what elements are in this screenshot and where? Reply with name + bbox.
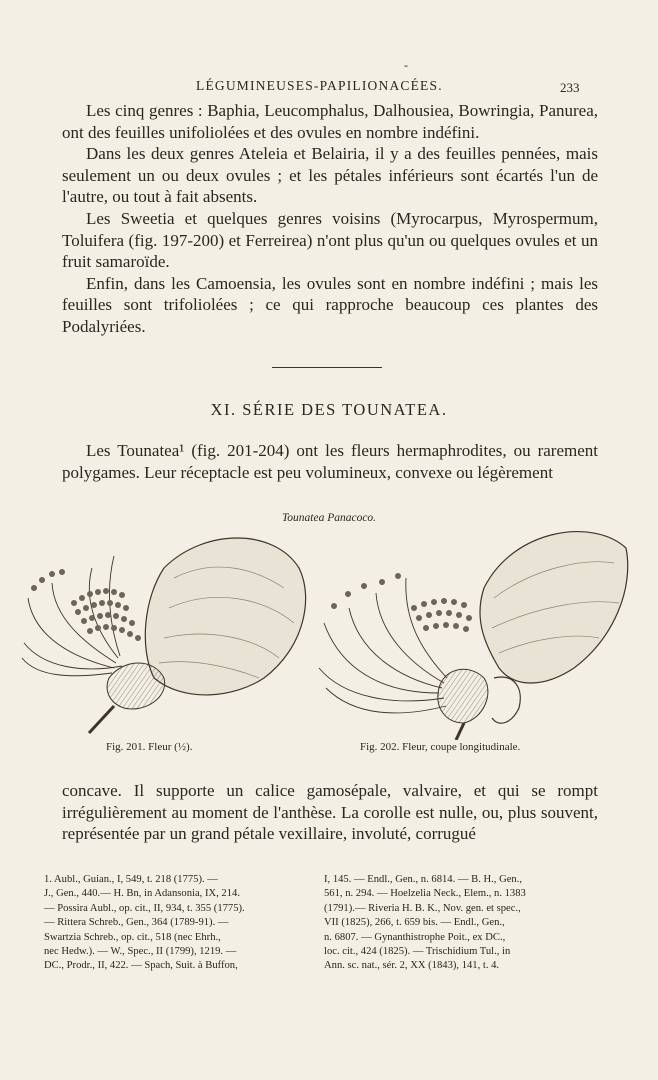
intro-paragraphs [62, 100, 598, 338]
flower-section-drawing [319, 532, 628, 740]
footnote-line: I, 145. — Endl., Gen., n. 6814. — B. H., Gen., [324, 874, 523, 885]
paragraph: Les Tounatea¹ (fig. 201-204) ont les fleurs hermaphrodites, ou rarement polygames. Leur réceptacle est peu volumineux, convexe ou légèrement [62, 441, 598, 482]
paragraph: Enfin, dans les Camoensia, les ovules sont en nombre indéfini ; mais les feuilles sont trifoliolées ; ce qui rapproche beaucoup ces plantes des Podalyriées. [62, 273, 598, 336]
figure-caption-201: Fig. 201. Fleur (½). [106, 741, 193, 753]
paragraph: Les cinq genres : Baphia, Leucomphalus, Dalhousiea, Bowringia, Panurea, ont des feuilles unifoliolées et des ovules en nombre indéfini. [62, 101, 598, 142]
footnote-line: — Possira Aubl., op. cit., II, 934, t. 355 (1775). [44, 902, 245, 914]
paragraph: Dans les deux genres Ateleia et Belairia, il y a des feuilles pennées, mais seulement un ou deux ovules ; et les pétales inférieurs sont écartés l'un de l'autre, ou tout à fait absents. [62, 144, 598, 207]
section-paragraph [62, 440, 598, 483]
figure-caption-202: Fig. 202. Fleur, coupe longitudinale. [360, 741, 521, 753]
footnote-line: 1. Aubl., Guian., I, 549, t. 218 (1775). — [44, 874, 218, 885]
footnote-line: loc. cit., 424 (1825). — Trischidium Tul., in [324, 946, 511, 958]
running-title: LÉGUMINEUSES-PAPILIONACÉES. [196, 78, 443, 93]
flower-whole-drawing [22, 538, 306, 733]
paragraph: concave. Il supporte un calice gamosépale, valvaire, et qui se rompt irrégulièrement au moment de l'anthèse. La corolle est nulle, ou, plus souvent, représentée par un grand pétale vexillaire, involuté, corrugué [62, 781, 598, 844]
footnote-line: — Rittera Schreb., Gen., 364 (1789-91). — [44, 917, 229, 929]
footnotes-left-column [44, 873, 306, 974]
footnote-line: VII (1825), 266, t. 659 bis. — Endl., Gen., [324, 917, 505, 929]
footnote-line: J., Gen., 440.— H. Bn, in Adansonia, IX, 214. [44, 888, 240, 900]
flower-engravings [14, 528, 634, 740]
running-head [0, 78, 658, 98]
paragraph: Les Sweetia et quelques genres voisins (Myrocarpus, Myrospermum, Toluifera (fig. 197-200) et Ferreirea) n'ont plus qu'un ou quelques ovules et un fruit samaroïde. [62, 208, 598, 272]
botanical-illustration [14, 528, 634, 740]
footnote-line: (1791).— Riveria H. B. K., Nov. gen. et spec., [324, 902, 521, 914]
footnote-line: DC., Prodr., II, 422. — Spach, Suit. à Buffon, [44, 960, 238, 972]
footnote-line: 561, n. 294. — Hoelzelia Neck., Elem., n. 1383 [324, 888, 526, 900]
section-divider [272, 367, 382, 368]
figure-title: Tounatea Panacoco. [281, 512, 377, 524]
section-heading: XI. SÉRIE DES TOUNATEA. [210, 400, 448, 419]
footnote-line: Swartzia Schreb., op. cit., 518 (nec Ehrh., [44, 931, 221, 943]
footnotes-right-column [324, 873, 586, 974]
footnote-line: n. 6807. — Gynanthistrophe Poit., ex DC., [324, 931, 506, 943]
page-number: 233 [560, 80, 580, 95]
footnote-line: Ann. sc. nat., sér. 2, XX (1843), 141, t. 4. [324, 960, 500, 972]
top-mark: - [404, 58, 408, 72]
footnote-line: nec Hedw.). — W., Spec., II (1799), 1219. — [44, 946, 237, 958]
continuation-paragraph [62, 780, 598, 845]
